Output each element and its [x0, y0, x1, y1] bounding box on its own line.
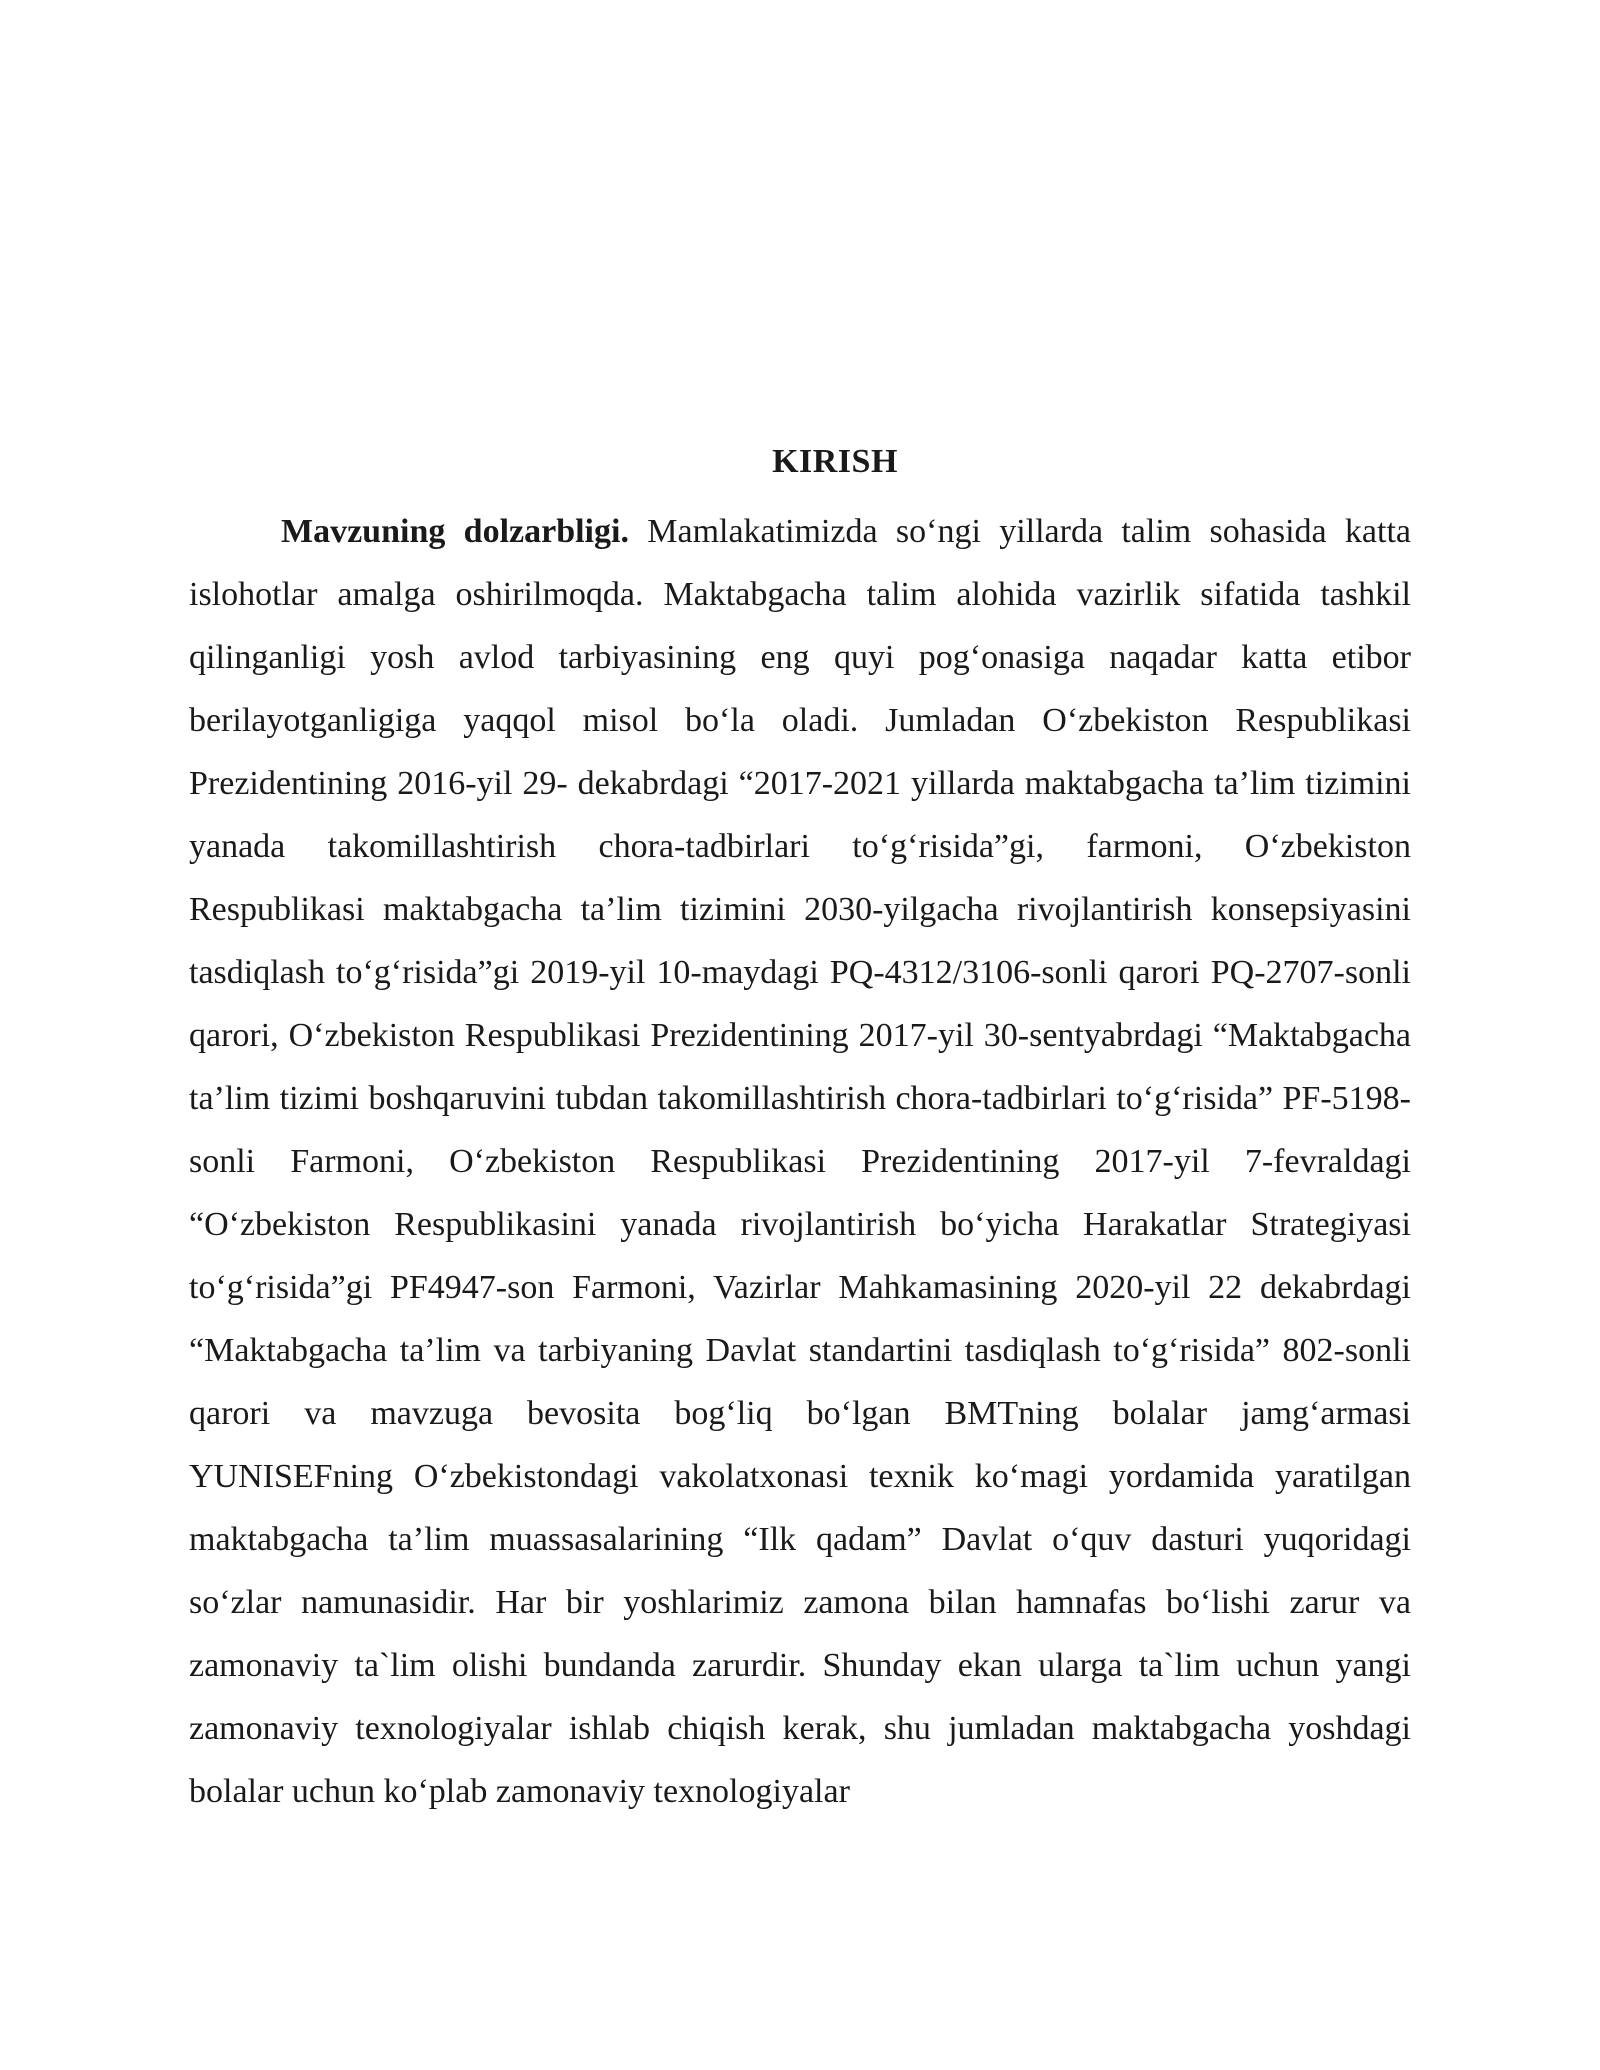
page-title: KIRISH	[772, 443, 898, 480]
body-paragraph	[189, 500, 1411, 1823]
paragraph-lead: Mavzuning dolzarbligi.	[281, 513, 629, 550]
paragraph-text: Mamlakatimizda so‘ngi yillarda talim sohasida katta islohotlar amalga oshirilmoqda. Maktabgacha talim alohida vazirlik sifatida tashkil qilinganligi yosh avlod tarbiyasining eng quyi pog‘onasiga naqadar katta etibor berilayotganligiga yaqqol misol bo‘la oladi. Jumladan O‘zbekiston Respublikasi Prezidentining 2016-yil 29- dekabrdagi “2017-2021 yillarda maktabgacha ta’lim tizimini yanada takomillashtirish chora-tadbirlari to‘g‘risida”gi, farmoni, O‘zbekiston Respublikasi maktabgacha ta’lim tizimini 2030-yilgacha rivojlantirish konsepsiyasini tasdiqlash to‘g‘risida”gi 2019-yil 10-maydagi PQ-4312/3106-sonli qarori PQ-2707-sonli qarori, O‘zbekiston Respublikasi Prezidentining 2017-yil 30-sentyabrdagi “Maktabgacha ta’lim tizimi boshqaruvini tubdan takomillashtirish chora-tadbirlari to‘g‘risida” PF-5198-sonli Farmoni, O‘zbekiston Respublikasi Prezidentining 2017-yil 7-fevraldagi “O‘zbekiston Respublikasini yanada rivojlantirish bo‘yicha Harakatlar Strategiyasi to‘g‘risida”gi PF4947-son Farmoni, Vazirlar Mahkamasining 2020-yil 22 dekabrdagi “Maktabgacha ta’lim va tarbiyaning Davlat standartini tasdiqlash to‘g‘risida” 802-sonli qarori va mavzuga bevosita bog‘liq bo‘lgan BMTning bolalar jamg‘armasi YUNISEFning O‘zbekistondagi vakolatxonasi texnik ko‘magi yordamida yaratilgan maktabgacha ta’lim muassasalarining “Ilk qadam” Davlat o‘quv dasturi yuqoridagi so‘zlar namunasidir. Har bir yoshlarimiz zamona bilan hamnafas bo‘lishi zarur va zamonaviy ta`lim olishi bundanda zarurdir. Shunday ekan ularga ta`lim uchun yangi zamonaviy texnologiyalar ishlab chiqish kerak, shu jumladan maktabgacha yoshdagi bolalar uchun ko‘plab zamonaviy texnologiyalar	[189, 513, 1412, 1810]
